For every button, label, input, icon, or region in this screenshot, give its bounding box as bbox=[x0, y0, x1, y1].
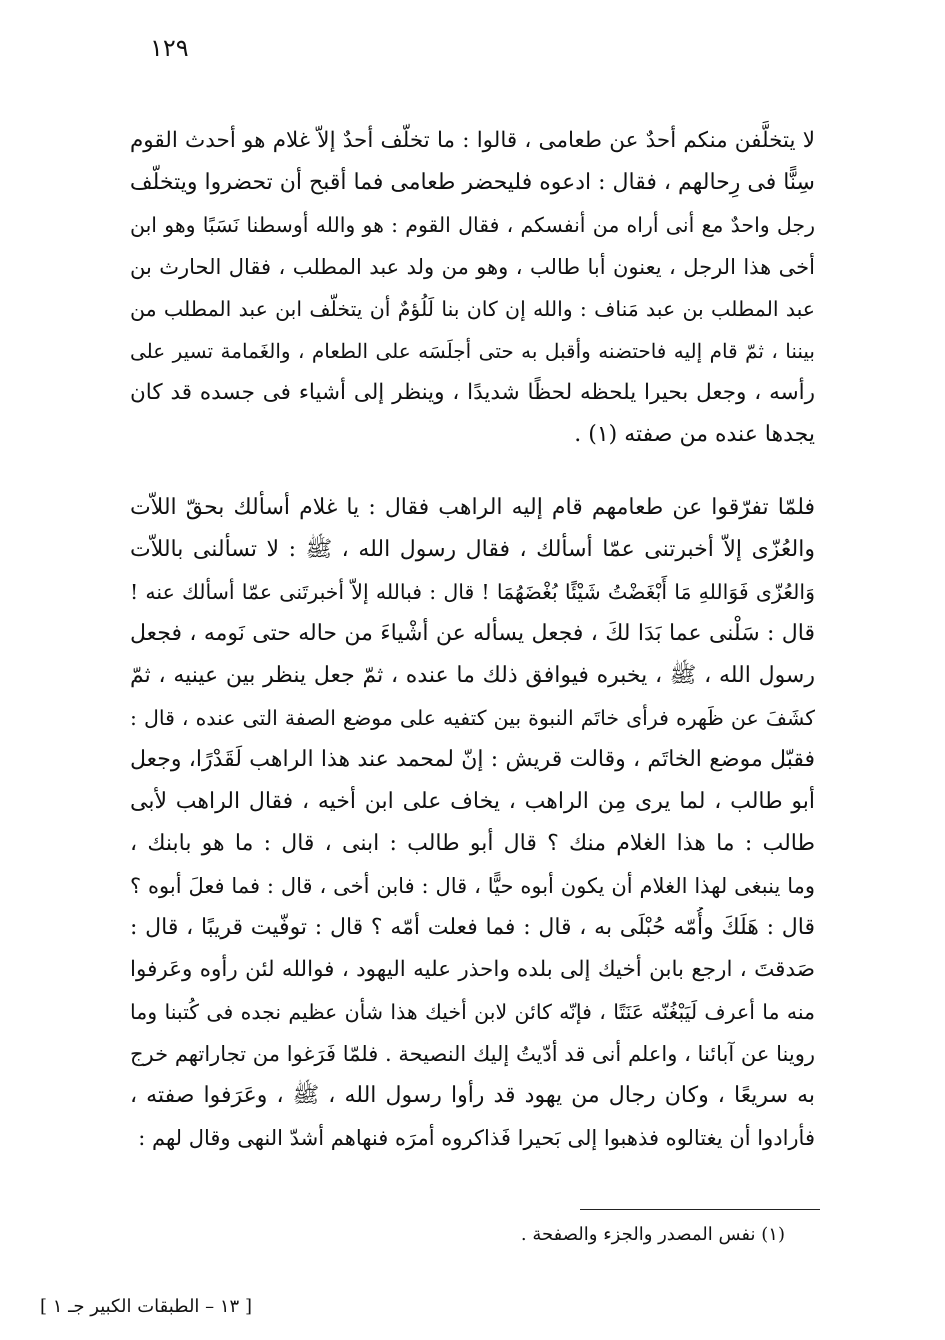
text-line: أبو طالب ، لما يرى مِن الراهب ، يخاف على ابن أخيه ، فقال الراهب لأبى bbox=[130, 789, 815, 814]
text-line: رسول الله ، ﷺ ، يخبره فيوافق ذلك ما عنده ، ثمّ جعل ينظر بين عينيه ، ثمّ bbox=[130, 663, 815, 688]
text-line: روينا عن آبائنا ، واعلم أنى قد أدّيتُ إليك النصيحة . فلمّا فَرَغوا من تجاراتهم خرج bbox=[130, 1042, 815, 1066]
text-line: قال : هَلَكَ وأُمّه حُبْلَى به ، قال : فما فعلت أمّه ؟ قال : توفّيت قريبًا ، قال : bbox=[130, 915, 815, 940]
text-line: بيننا ، ثمّ قام إليه فاحتضنه وأقبل به حتى أجلَسَه على الطعام ، والغَمامة تسير على bbox=[130, 339, 815, 363]
text-line: صَدقتَ ، ارجع بابن أخيك إلى بلده واحذر عليه اليهود ، فوالله لئن رأوه وعَرفوا bbox=[130, 957, 815, 982]
text-line: فقبّل موضع الخاتَم ، وقالت قريش : إنّ لمحمد عند هذا الراهب لَقَدْرًا، وجعل bbox=[130, 747, 815, 772]
text-line: كشَفَ عن ظَهره فرأى خاتَم النبوة بين كتفيه على موضع الصفة التى عنده ، قال : bbox=[130, 706, 815, 730]
text-line: وَالعُزّى فَوَاللهِ مَا أَبْغَضْتُ شَيْئًا بُغْضَهُمَا ! قال : فبالله إلاّ أخبرتَنى عمّا أسألك عنه ! bbox=[130, 580, 815, 604]
paragraph-1 bbox=[130, 120, 815, 456]
text-line: قال : سَلْنى عما بَدَا لكَ ، فجعل يسأله عن أشْياءَ من حاله حتى نَومه ، فجعل bbox=[130, 621, 815, 646]
text-line: فأرادوا أن يغتالوه فذهبوا إلى بَحيرا فَذاكروه أمرَه فنهاهم أشدّ النهى وقال لهم : bbox=[138, 1126, 815, 1150]
text-line: سِنًّا فى رِحالهم ، فقال : ادعوه فليحضر طعامى فما أقبح أن تحضروا ويتخلّف bbox=[130, 170, 815, 195]
page-number: ١٢٩ bbox=[150, 34, 189, 62]
text-line: وما ينبغى لهذا الغلام أن يكون أبوه حيًّا ، قال : فابن أخى ، قال : فما فعلَ أبوه ؟ bbox=[130, 874, 815, 898]
text-line: منه ما أعرف لَيَبْغُنّه عَنَتًا ، فإنّه كائن لابن أخيك هذا شأن عظيم نجده فى كُتبنا وما bbox=[130, 1000, 815, 1024]
text-line: رأسه ، وجعل بحيرا يلحظه لحظًا شديدًا ، وينظر إلى أشياء فى جسده قد كان bbox=[130, 380, 815, 405]
text-line: رجل واحدٌ مع أنى أراه من أنفسكم ، فقال القوم : هو والله أوسطنا نَسَبًا وهو ابن bbox=[130, 213, 815, 237]
text-line: عبد المطلب بن عبد مَناف : والله إن كان بنا لَلُؤمٌ أن يتخلّف ابن عبد المطلب من bbox=[130, 297, 815, 321]
footnote-divider bbox=[580, 1209, 820, 1210]
footnote: (١) نفس المصدر والجزء والصفحة . bbox=[520, 1224, 785, 1245]
paragraph-2 bbox=[130, 487, 815, 1159]
text-line: أخى هذا الرجل ، يعنون أبا طالب ، وهو من ولد عبد المطلب ، فقال الحارث بن bbox=[130, 255, 815, 279]
text-line: فلمّا تفرّقوا عن طعامهم قام إليه الراهب فقال : يا غلام أسألك بحقّ اللاّت bbox=[130, 495, 815, 520]
page-footer: [ ١٣ – الطبقات الكبير جـ ١ ] bbox=[40, 1296, 252, 1317]
text-line: طالب : ما هذا الغلام منك ؟ قال أبو طالب : ابنى ، قال : ما هو بابنك ، bbox=[130, 831, 815, 856]
text-line: به سريعًا ، وكان رجال من يهود قد رأوا رسول الله ، ﷺ ، وعَرَفوا صفته ، bbox=[130, 1083, 815, 1108]
text-line: يجدها عنده من صفته (١) . bbox=[574, 422, 815, 447]
text-line: والعُزّى إلاّ أخبرتنى عمّا أسألك ، فقال رسول الله ، ﷺ : لا تسألنى باللاّت bbox=[130, 537, 815, 562]
text-line: لا يتخلَّفن منكم أحدٌ عن طعامى ، قالوا : ما تخلّف أحدٌ إلاّ غلام هو أحدث القوم bbox=[130, 128, 815, 153]
